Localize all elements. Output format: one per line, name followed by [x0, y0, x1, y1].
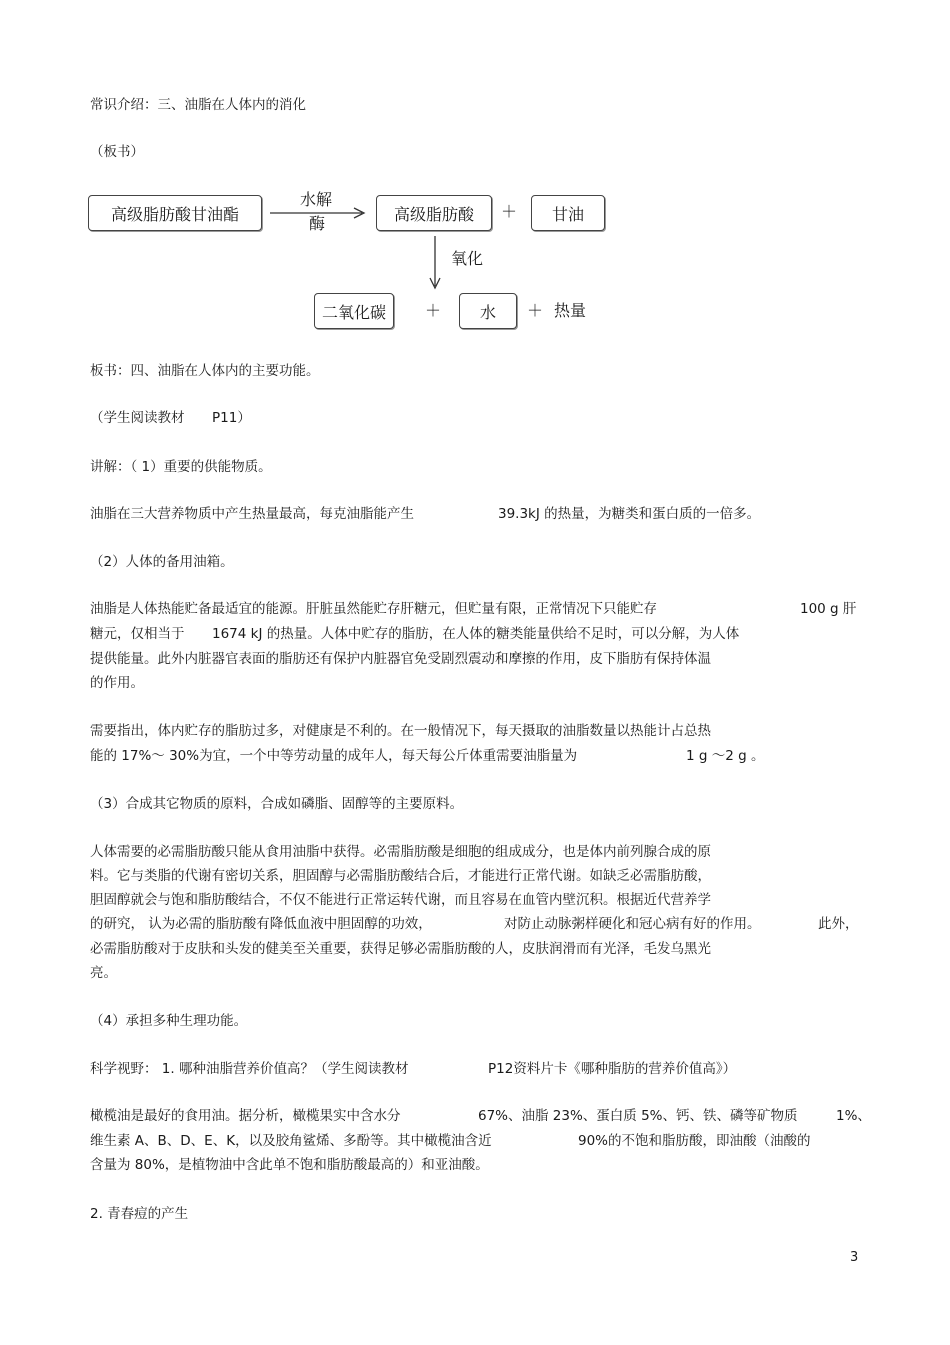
paragraph-line: 提供能量。此外内脏器官表面的脂肪还有保护内脏器官免受剧烈震动和摩擦的作用，皮下脂肪有保持体温 [90, 651, 711, 667]
paragraph-line: 必需脂肪酸对于皮肤和头发的健美至关重要，获得足够必需脂肪酸的人，皮肤润滑而有光泽，毛发乌黑光 [90, 941, 711, 957]
paragraph-line: 的作用。 [90, 675, 144, 691]
paragraph-line: 需要指出，体内贮存的脂肪过多，对健康是不利的。在一般情况下，每天摄取的油脂数量以热能计占总热 [90, 723, 711, 739]
document-page: 常识介绍：三、油脂在人体内的消化 （板书） 高级脂肪酸甘油酯 水解 酶 高级脂肪酸 ＋ 甘油 氧化 二氧化碳 ＋ 水 ＋ 热量 板书：四、油脂在人体内的主要功能。 （学生阅读教材 P11） 讲解：（ 1）重要的供能物质。 油脂在三大营养物质中产生热量最高，每克油脂能产生 39.3kJ 的热量，为糖类和蛋白质的一倍多。 （2）人体的备用油箱。 油脂是人体热能贮备最适宜的能源。肝脏虽然能贮存肝糖元，但贮量有限，正常情况下只能贮存 100 g 肝 糖元，仅相当于 1674 kJ 的热量。人体中贮存的脂肪，在人体的糖类能量供给不足时，可以分解，为人体 提供能量。此外内脏器官表面的脂肪还有保护内脏器官免受剧烈震动和摩擦的作用，皮下脂肪有保持体温 的作用。 需要指出，体内贮存的脂肪过多，对健康是不利的。在一般情况下，每天摄取的油脂数量以热能计占总热 能的 17%～ 30%为宜，一个中等劳动量的成年人，每天每公斤体重需要油脂量为 1 g ～2 g 。 （3）合成其它物质的原料，合成如磷脂、固醇等的主要原料。 人体需要的必需脂肪酸只能从食用油脂中获得。必需脂肪酸是细胞的组成成分，也是体内前列腺合成的原 料。它与类脂的代谢有密切关系，胆固醇与必需脂肪酸结合后，才能进行正常代谢。如缺乏必需脂肪酸， 胆固醇就会与饱和脂肪酸结合，不仅不能进行正常运转代谢，而且容易在血管内壁沉积。根据近代营养学 的研究， 认为必需的脂肪酸有降低血液中胆固醇的功效， 对防止动脉粥样硬化和冠心病有好的作用。 此外， 必需脂肪酸对于皮肤和头发的健美至关重要，获得足够必需脂肪酸的人，皮肤润滑而有光泽，毛发乌黑光 亮。 （4）承担多种生理功能。 科学视野： 1. 哪种油脂营养价值高？（学生阅读教材 P12资料片卡《哪种脂肪的营养价值高》） 橄榄油是最好的食用油。据分析，橄榄果实中含水分 67%、油脂 23%、蛋白质 5%、钙、铁、磷等矿物质 1%、 维生素 A、B、D、E、K，以及胶角鲨烯、多酚等。其中橄榄油含近 90%的不饱和脂肪酸，即油酸（油酸的 含量为 80%，是植物油中含此单不饱和脂肪酸最高的）和亚油酸。 2. 青春痘的产生 3 [90, 97, 871, 1265]
box-fatty-acid: 高级脂肪酸 [376, 195, 492, 231]
box-carbon-dioxide: 二氧化碳 [314, 293, 394, 329]
paragraph-line: 含量为 80%，是植物油中含此单不饱和脂肪酸最高的）和亚油酸。 [90, 1157, 489, 1173]
right-arrow-icon [270, 206, 370, 220]
plus-sign: ＋ [425, 301, 442, 320]
page-number: 3 [850, 1250, 859, 1265]
down-arrow-icon [428, 236, 442, 290]
subheading-acne: 2. 青春痘的产生 [90, 1206, 189, 1222]
plus-sign: ＋ [527, 301, 544, 320]
subheading-reserve: （2）人体的备用油箱。 [90, 554, 234, 570]
label-heat: 热量 [554, 301, 587, 320]
section-title-digestion: 常识介绍：三、油脂在人体内的消化 [90, 97, 306, 113]
subheading-physiological: （4）承担多种生理功能。 [90, 1013, 248, 1029]
box-water: 水 [459, 293, 517, 329]
arrow-label-enzyme: 酶 [309, 214, 326, 233]
arrow-label-hydrolysis: 水解 [300, 190, 333, 209]
blackboard-note: （板书） [90, 144, 144, 160]
explanation-heading: 讲解：（ 1）重要的供能物质。 [90, 459, 272, 475]
paragraph-line: 胆固醇就会与饱和脂肪酸结合，不仅不能进行正常运转代谢，而且容易在血管内壁沉积。根据近代营养学 [90, 892, 711, 908]
arrow-label-oxidation: 氧化 [451, 249, 484, 268]
section-title-functions: 板书：四、油脂在人体内的主要功能。 [90, 363, 320, 379]
paragraph-line: 人体需要的必需脂肪酸只能从食用油脂中获得。必需脂肪酸是细胞的组成成分，也是体内前列腺合成的原 [90, 844, 711, 860]
paragraph-line: 料。它与类脂的代谢有密切关系，胆固醇与必需脂肪酸结合后，才能进行正常代谢。如缺乏必需脂肪酸， [90, 868, 711, 884]
box-glycerol: 甘油 [531, 195, 605, 231]
box-triglyceride: 高级脂肪酸甘油酯 [88, 195, 262, 231]
subheading-raw-material: （3）合成其它物质的原料，合成如磷脂、固醇等的主要原料。 [90, 796, 464, 812]
paragraph-line: 亮。 [90, 965, 117, 981]
plus-sign: ＋ [501, 202, 518, 221]
